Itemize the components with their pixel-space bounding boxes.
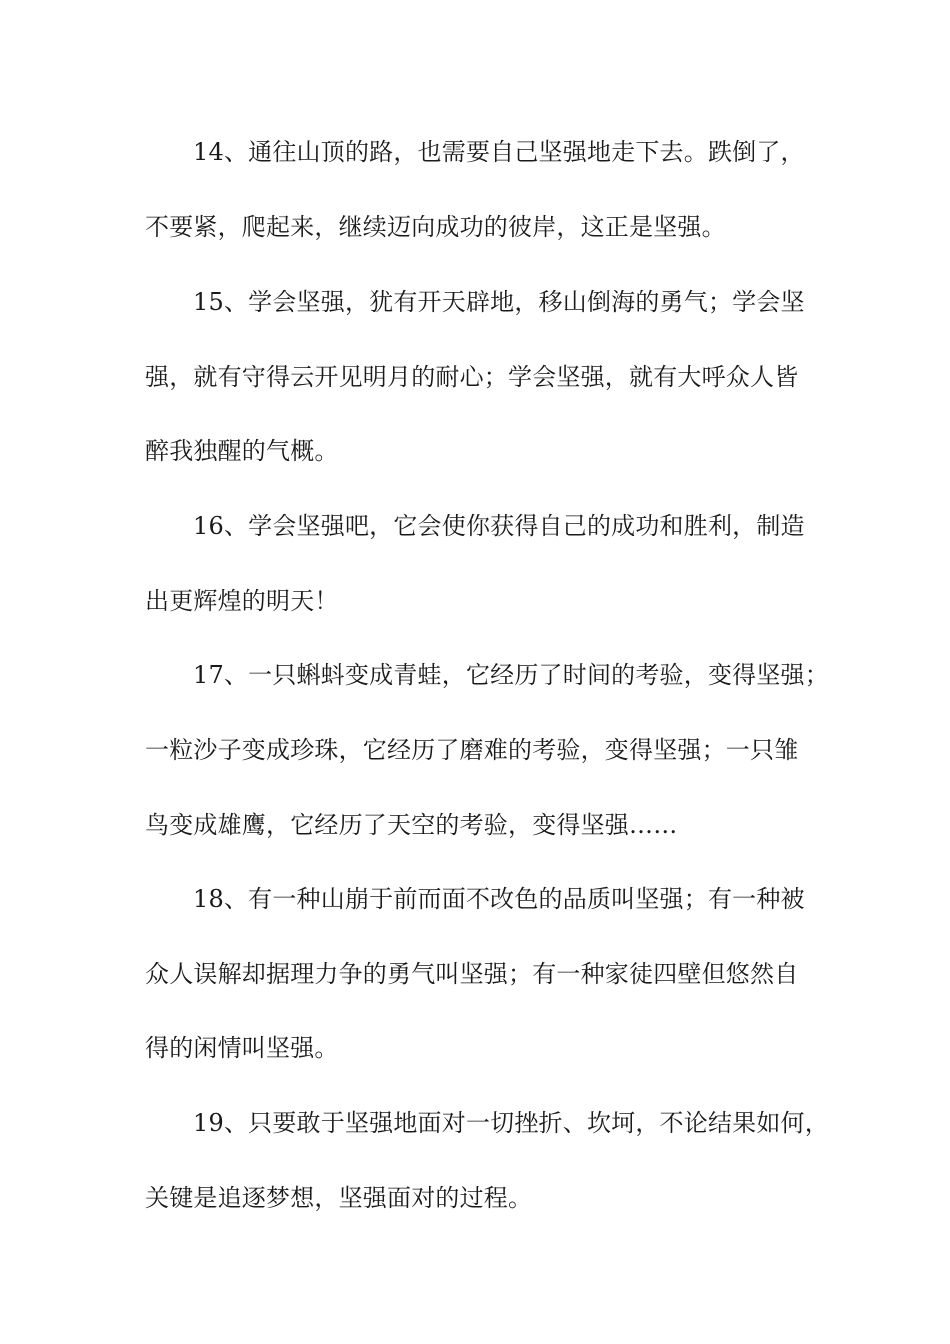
- paragraph-19-line-2: 关键是追逐梦想，坚强面对的过程。: [145, 1184, 533, 1212]
- paragraph-19-line-1: 19、只要敢于坚强地面对一切挫折、坎坷，不论结果如何，: [193, 1109, 829, 1137]
- paragraph-15-line-3: 醉我独醒的气概。: [145, 437, 339, 465]
- paragraph-17-line-3: 鸟变成雄鹰，它经历了天空的考验，变得坚强……: [145, 811, 678, 839]
- paragraph-18-line-2: 众人误解却据理力争的勇气叫坚强；有一种家徒四壁但悠然自: [145, 960, 799, 988]
- paragraph-14-line-2: 不要紧，爬起来，继续迈向成功的彼岸，这正是坚强。: [145, 213, 726, 241]
- paragraph-17-line-1: 17、一只蝌蚪变成青蛙，它经历了时间的考验，变得坚强；: [193, 661, 829, 689]
- paragraph-18-line-3: 得的闲情叫坚强。: [145, 1034, 339, 1062]
- paragraph-16-line-2: 出更辉煌的明天！: [145, 587, 339, 615]
- paragraph-18-line-1: 18、有一种山崩于前而面不改色的品质叫坚强；有一种被: [193, 885, 805, 913]
- paragraph-16-line-1: 16、学会坚强吧，它会使你获得自己的成功和胜利，制造: [193, 512, 805, 540]
- paragraph-17-line-2: 一粒沙子变成珍珠，它经历了磨难的考验，变得坚强；一只雏: [145, 736, 799, 764]
- paragraph-15-line-2: 强，就有守得云开见明月的耐心；学会坚强，就有大呼众人皆: [145, 363, 799, 391]
- paragraph-15-line-1: 15、学会坚强，犹有开天辟地，移山倒海的勇气；学会坚: [193, 288, 805, 316]
- paragraph-14-line-1: 14、通往山顶的路，也需要自己坚强地走下去。跌倒了，: [193, 138, 805, 166]
